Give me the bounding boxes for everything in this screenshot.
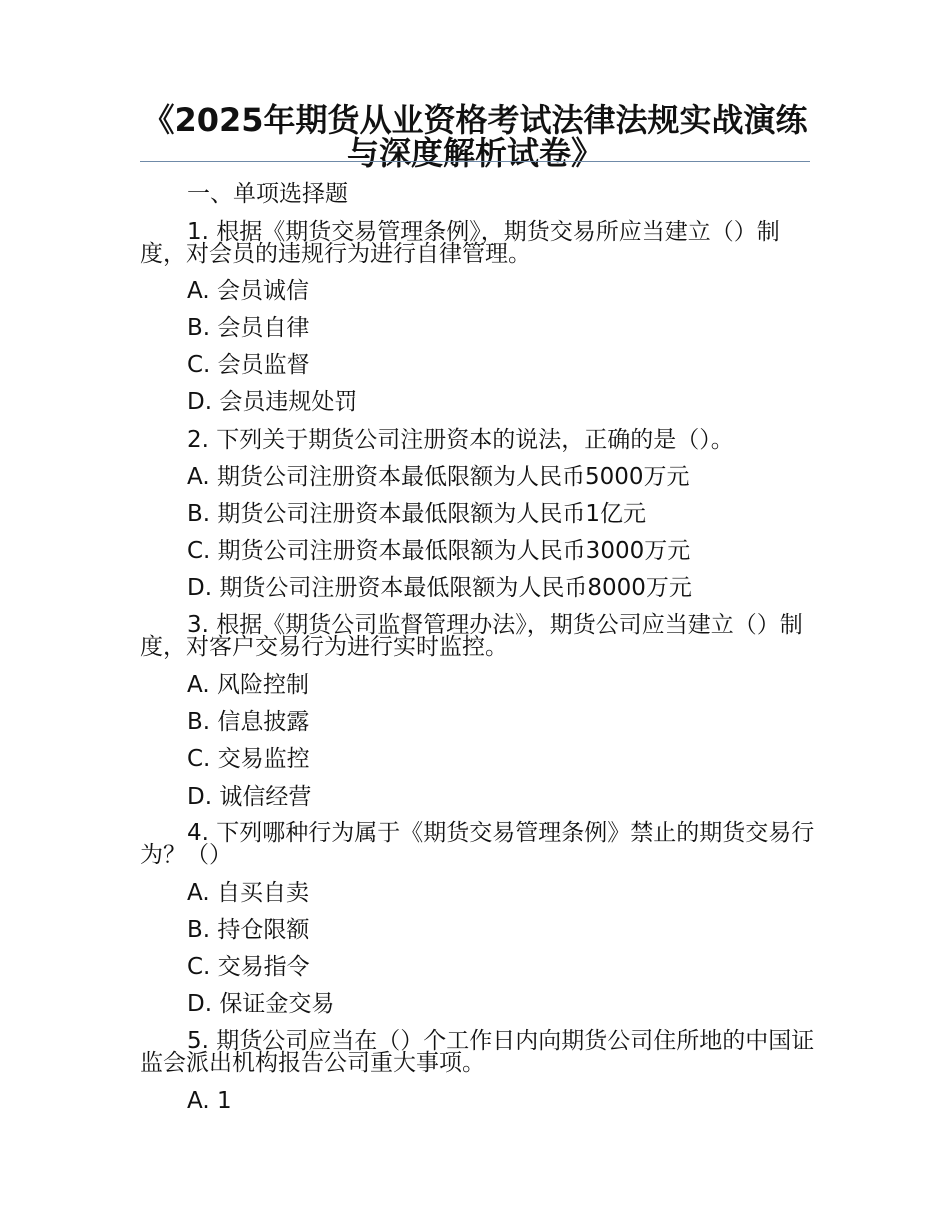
option-d: D. 保证金交易 (187, 991, 335, 1017)
option-a: A. 会员诚信 (187, 278, 309, 304)
option-b: B. 持仓限额 (187, 917, 310, 943)
option-d: D. 诚信经营 (187, 784, 312, 810)
title-underline (140, 161, 810, 162)
option-c: C. 交易监控 (187, 746, 310, 772)
option-a: A. 风险控制 (187, 672, 309, 698)
option-b: B. 会员自律 (187, 315, 310, 341)
option-c: C. 会员监督 (187, 352, 310, 378)
section-heading: 一、单项选择题 (187, 181, 348, 207)
option-a: A. 期货公司注册资本最低限额为人民币5000万元 (187, 464, 690, 490)
option-a: A. 1 (187, 1088, 232, 1114)
option-b: B. 信息披露 (187, 709, 310, 735)
question-stem: 3. 根据《期货公司监督管理办法》，期货公司应当建立（）制度，对客户交易行为进行实时监控。 (140, 612, 803, 660)
question-stem: 5. 期货公司应当在（）个工作日内向期货公司住所地的中国证监会派出机构报告公司重大事项。 (140, 1028, 815, 1076)
question-stem: 4. 下列哪种行为属于《期货交易管理条例》禁止的期货交易行为？（） (140, 820, 815, 868)
option-c: C. 期货公司注册资本最低限额为人民币3000万元 (187, 538, 691, 564)
question-stem: 1. 根据《期货交易管理条例》，期货交易所应当建立（）制度，对会员的违规行为进行自律管理。 (140, 219, 780, 267)
option-d: D. 期货公司注册资本最低限额为人民币8000万元 (187, 575, 692, 601)
question-stem: 2. 下列关于期货公司注册资本的说法，正确的是（）。 (187, 427, 734, 453)
document-title: 《2025年期货从业资格考试法律法规实战演练与深度解析试卷》 (142, 101, 808, 172)
option-b: B. 期货公司注册资本最低限额为人民币1亿元 (187, 501, 647, 527)
option-a: A. 自买自卖 (187, 880, 309, 906)
option-d: D. 会员违规处罚 (187, 389, 358, 415)
option-c: C. 交易指令 (187, 954, 310, 980)
